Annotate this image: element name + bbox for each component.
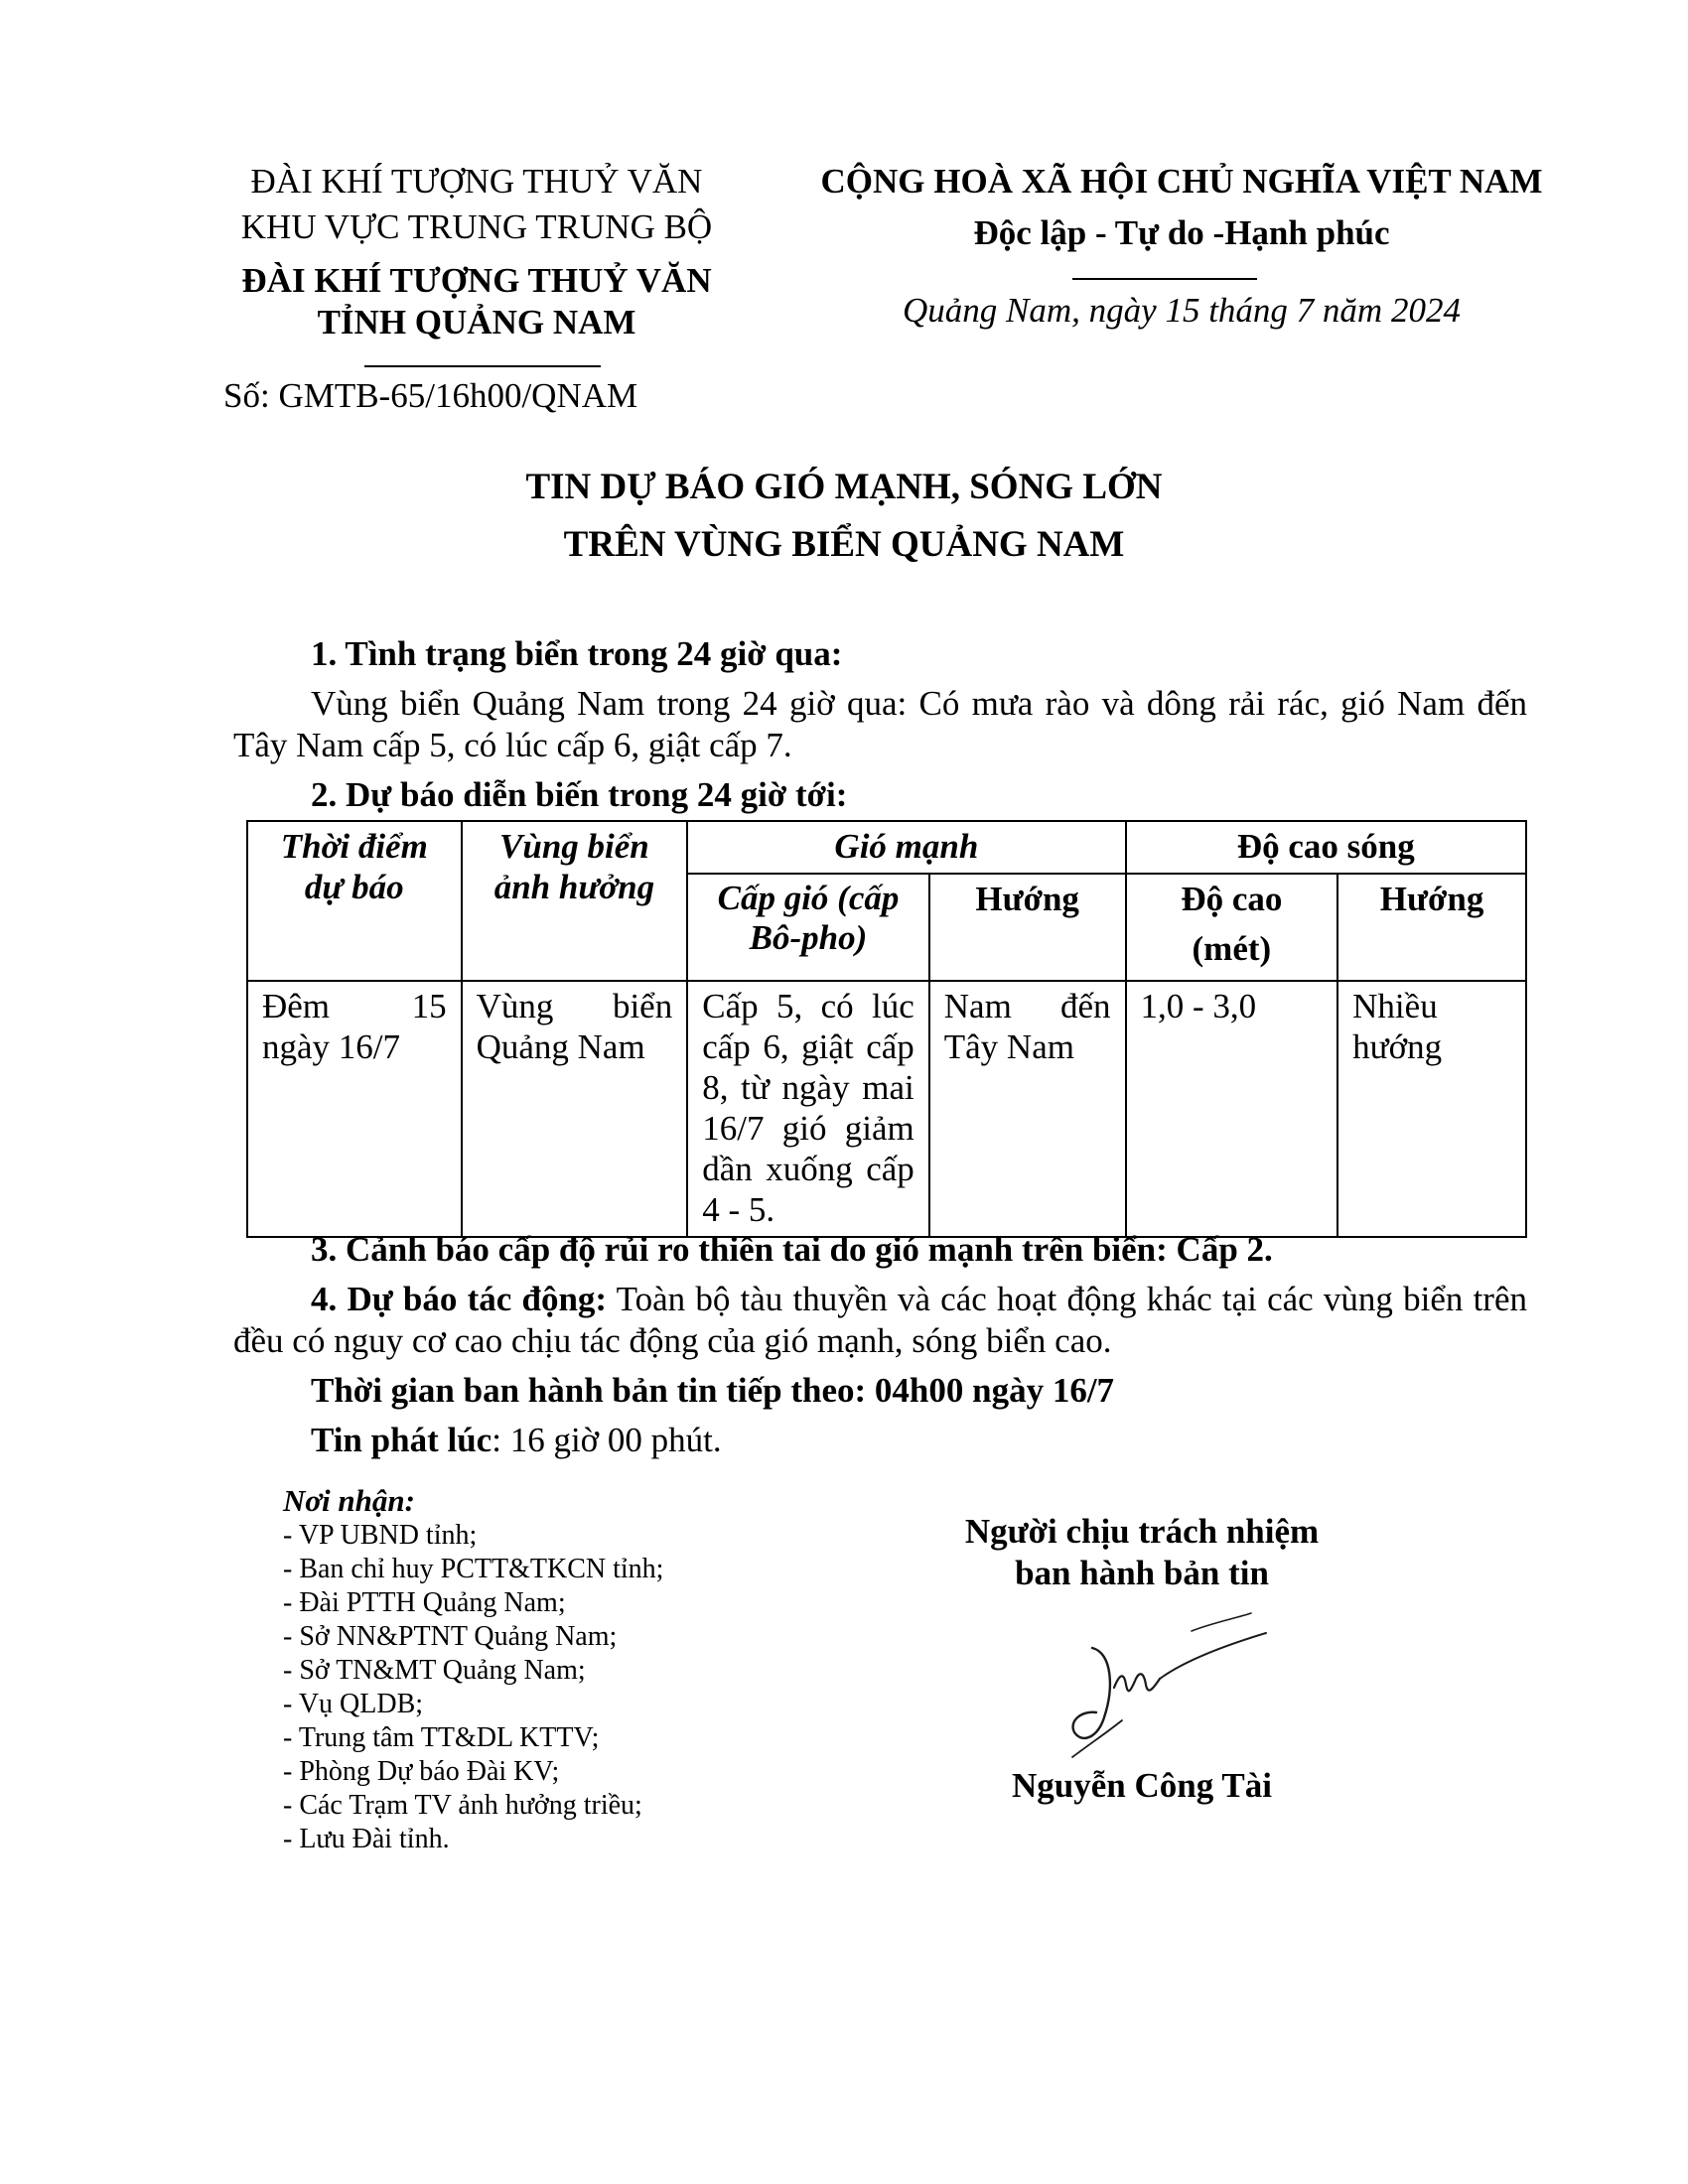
agency-name-line1: ĐÀI KHÍ TƯỢNG THUỶ VĂN	[241, 261, 712, 300]
list-item: - Lưu Đài tỉnh.	[283, 1824, 450, 1854]
country-name: CỘNG HOÀ XÃ HỘI CHỦ NGHĨA VIỆT NAM	[820, 162, 1543, 201]
document-number: Số: GMTB-65/16h00/QNAM	[223, 376, 638, 415]
bulletin-title	[0, 459, 1688, 574]
list-item: - Ban chỉ huy PCTT&TKCN tỉnh;	[283, 1554, 664, 1584]
issued-at-value: : 16 giờ 00 phút.	[492, 1421, 722, 1459]
issued-at	[311, 1420, 722, 1461]
section4-text: Toàn bộ tàu thuyền và các hoạt động khác tại các vùng biển trên đều có nguy cơ cao chịu tác động của gió mạnh, sóng biển cao.	[233, 1280, 1527, 1360]
list-item: - Sở NN&PTNT Quảng Nam;	[283, 1621, 618, 1652]
signer-role-line1: Người chịu trách nhiệm	[964, 1512, 1320, 1551]
section2-heading: 2. Dự báo diễn biến trong 24 giờ tới:	[311, 775, 848, 814]
list-item: - Phòng Dự báo Đài KV;	[283, 1756, 560, 1787]
table-header-row-1	[247, 821, 1526, 874]
list-item: - Đài PTTH Quảng Nam;	[283, 1587, 566, 1618]
left-header-rule	[364, 365, 601, 367]
col-header-area: Vùng biển ảnh hưởng	[462, 821, 688, 981]
cell-wind-direction: Nam đến Tây Nam	[929, 981, 1126, 1237]
col-header-wind-direction: Hướng	[929, 874, 1126, 981]
table-row	[247, 981, 1526, 1237]
col-header-wave-direction: Hướng	[1337, 874, 1526, 981]
list-item: - Sở TN&MT Quảng Nam;	[283, 1655, 586, 1686]
col-header-wind-level: Cấp gió (cấp Bô-pho)	[687, 874, 929, 981]
section3-warning: 3. Cảnh báo cấp độ rủi ro thiên tai do gió mạnh trên biển: Cấp 2.	[311, 1230, 1273, 1269]
agency-parent	[199, 159, 755, 250]
next-issue-time: Thời gian ban hành bản tin tiếp theo: 04h00 ngày 16/7	[311, 1371, 1115, 1410]
list-item: - Vụ QLDB;	[283, 1689, 424, 1719]
cell-wind-level: Cấp 5, có lúc cấp 6, giật cấp 8, từ ngày mai 16/7 gió giảm dần xuống cấp 4 - 5.	[687, 981, 929, 1237]
agency-name-line2: TỈNH QUẢNG NAM	[317, 303, 636, 341]
section1-text: Vùng biển Quảng Nam trong 24 giờ qua: Có mưa rào và dông rải rác, gió Nam đến Tây Nam cấp 5, có lúc cấp 6, giật cấp 7.	[233, 684, 1527, 764]
issue-date: Quảng Nam, ngày 15 tháng 7 năm 2024	[903, 291, 1461, 330]
cell-area: Vùng biển Quảng Nam	[462, 981, 688, 1237]
forecast-table	[246, 820, 1527, 1238]
section4-heading: 4. Dự báo tác động:	[311, 1280, 608, 1318]
section1-heading: 1. Tình trạng biển trong 24 giờ qua:	[311, 634, 843, 673]
signer-name: Nguyễn Công Tài	[1012, 1766, 1272, 1805]
signer-role-line2: ban hành bản tin	[1015, 1554, 1269, 1592]
col-header-time: Thời điểm dự báo	[247, 821, 462, 981]
signer-role	[933, 1511, 1350, 1594]
section4-paragraph	[233, 1279, 1527, 1362]
col-header-wave-height: Độ cao (mét)	[1126, 874, 1338, 981]
recipients-list	[283, 1483, 663, 1856]
bulletin-title-line2: TRÊN VÙNG BIỂN QUẢNG NAM	[563, 524, 1125, 565]
agency-parent-line1: ĐÀI KHÍ TƯỢNG THUỶ VĂN	[250, 162, 703, 201]
col-group-wave: Độ cao sóng	[1126, 821, 1526, 874]
national-motto: Độc lập - Tự do -Hạnh phúc	[973, 213, 1390, 252]
col-group-wind: Gió mạnh	[687, 821, 1125, 874]
right-header-rule	[1072, 278, 1257, 280]
cell-time: Đêm 15 ngày 16/7	[247, 981, 462, 1237]
agency-parent-line2: KHU VỰC TRUNG TRUNG BỘ	[240, 207, 713, 246]
list-item: - Các Trạm TV ảnh hưởng triều;	[283, 1790, 642, 1821]
agency-name	[199, 260, 755, 343]
cell-wave-height: 1,0 - 3,0	[1126, 981, 1338, 1237]
handwritten-signature	[1053, 1593, 1271, 1762]
bulletin-title-line1: TIN DỰ BÁO GIÓ MẠNH, SÓNG LỚN	[525, 467, 1163, 507]
cell-wave-direction: Nhiều hướng	[1337, 981, 1526, 1237]
recipients-heading: Nơi nhận:	[283, 1483, 415, 1518]
list-item: - VP UBND tỉnh;	[283, 1520, 478, 1551]
issued-at-label: Tin phát lúc	[311, 1421, 492, 1459]
list-item: - Trung tâm TT&DL KTTV;	[283, 1722, 600, 1753]
